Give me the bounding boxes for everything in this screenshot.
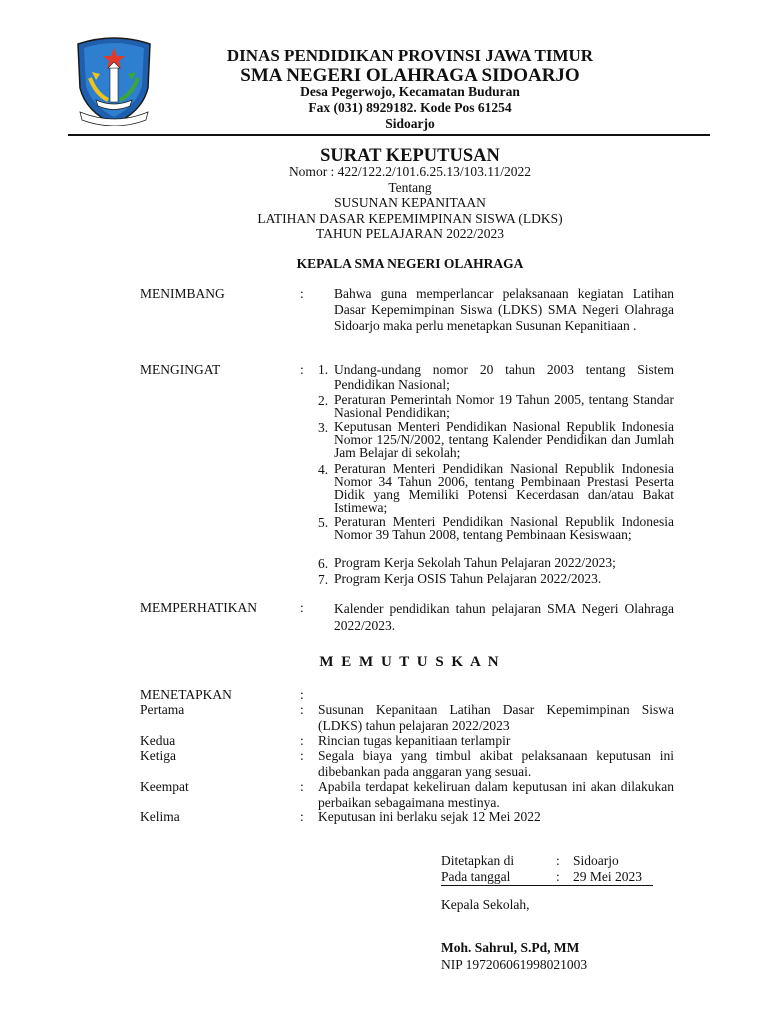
doc-subject-1: SUSUNAN KEPANITAAN bbox=[334, 195, 486, 210]
memperhatikan-text: Kalender pendidikan tahun pelajaran SMA Negeri Olahraga 2022/2023. bbox=[334, 601, 674, 633]
tanggal-underline bbox=[441, 885, 653, 886]
doc-title: SURAT KEPUTUSAN bbox=[320, 146, 500, 166]
doc-issuer: KEPALA SMA NEGERI OLAHRAGA bbox=[296, 256, 524, 271]
keempat-colon: : bbox=[300, 779, 304, 794]
memperhatikan-colon: : bbox=[300, 600, 304, 615]
ketiga-label: Ketiga bbox=[140, 748, 176, 763]
keempat-label: Keempat bbox=[140, 779, 189, 794]
ketiga-colon: : bbox=[300, 748, 304, 763]
mengingat-item-4: Peraturan Menteri Pendidikan Nasional Republik Indonesia Nomor 34 Tahun 2006, tentang Pembinaan Prestasi Peserta Didik yang Memiliki Potensi Kecerdasan dan/atau Bakat Istimewa; bbox=[334, 461, 674, 515]
kedua-label: Kedua bbox=[140, 733, 176, 748]
doc-number: Nomor : 422/122.2/101.6.25.13/103.11/2022 bbox=[288, 164, 532, 179]
signer-name: Moh. Sahrul, S.Pd, MM bbox=[441, 940, 580, 955]
tanggal-value: 29 Mei 2023 bbox=[573, 869, 642, 884]
memperhatikan-label: MEMPERHATIKAN bbox=[140, 600, 258, 615]
mengingat-num-2: 2. bbox=[318, 393, 329, 408]
header-divider bbox=[68, 134, 710, 136]
ditetapkan-colon: : bbox=[556, 853, 560, 868]
kedua-colon: : bbox=[300, 733, 304, 748]
mengingat-colon: : bbox=[300, 362, 304, 377]
mengingat-num-4: 4. bbox=[318, 462, 329, 477]
doc-subject-2: LATIHAN DASAR KEPEMIMPINAN SISWA (LDKS) bbox=[257, 211, 563, 226]
menetapkan-label: MENETAPKAN bbox=[140, 687, 232, 702]
menetapkan-colon: : bbox=[300, 687, 304, 702]
doc-subject-3: TAHUN PELAJARAN 2022/2023 bbox=[316, 226, 504, 241]
mengingat-item-2: Peraturan Pemerintah Nomor 19 Tahun 2005, tentang Standar Nasional Pendidikan; bbox=[334, 392, 674, 420]
signer-nip: NIP 197206061998021003 bbox=[441, 957, 588, 972]
keempat-text: Apabila terdapat kekeliruan dalam keputusan ini akan dilakukan perbaikan sebagaimana mestinya. bbox=[318, 779, 674, 810]
menimbang-label: MENIMBANG bbox=[140, 286, 225, 301]
mengingat-item-7: Program Kerja OSIS Tahun Pelajaran 2022/2023. bbox=[334, 571, 602, 586]
ditetapkan-value: Sidoarjo bbox=[573, 853, 619, 868]
logo-emblem bbox=[72, 34, 156, 126]
mengingat-label: MENGINGAT bbox=[140, 362, 221, 377]
ditetapkan-label: Ditetapkan di bbox=[441, 853, 515, 868]
tanggal-label: Pada tanggal bbox=[441, 869, 511, 884]
memutuskan-heading: M E M U T U S K A N bbox=[319, 654, 501, 670]
kedua-text: Rincian tugas kepanitiaan terlampir bbox=[318, 733, 511, 748]
menimbang-text: Bahwa guna memperlancar pelaksanaan kegiatan Latihan Dasar Kepemimpinan Siswa (LDKS) SMA Negeri Olahraga Sidoarjo maka perlu menetapkan Susunan Kepanitiaan . bbox=[334, 286, 674, 333]
header-address: Desa Pegerwojo, Kecamatan Buduran bbox=[300, 84, 520, 99]
menimbang-colon: : bbox=[300, 286, 304, 301]
ketiga-text: Segala biaya yang timbul akibat pelaksanaan keputusan ini dibebankan pada anggaran yang sesuai. bbox=[318, 748, 674, 779]
mengingat-num-1: 1. bbox=[318, 362, 329, 377]
mengingat-item-3: Keputusan Menteri Pendidikan Nasional Republik Indonesia Nomor 125/N/2002, tentang Kalender Pendidikan dan Jumlah Jam Belajar di sekolah; bbox=[334, 419, 674, 460]
kelima-colon: : bbox=[300, 809, 304, 824]
pertama-text: Susunan Kepanitaan Latihan Dasar Kepemimpinan Siswa (LDKS) tahun pelajaran 2022/2023 bbox=[318, 702, 674, 733]
pertama-label: Pertama bbox=[140, 702, 185, 717]
kelima-label: Kelima bbox=[140, 809, 180, 824]
signer-title: Kepala Sekolah, bbox=[441, 897, 530, 912]
mengingat-num-7: 7. bbox=[318, 572, 329, 587]
kelima-text: Keputusan ini berlaku sejak 12 Mei 2022 bbox=[318, 809, 541, 824]
mengingat-item-6: Program Kerja Sekolah Tahun Pelajaran 2022/2023; bbox=[334, 555, 616, 570]
mengingat-num-6: 6. bbox=[318, 556, 329, 571]
header-fax: Fax (031) 8929182. Kode Pos 61254 bbox=[308, 100, 512, 115]
mengingat-item-5: Peraturan Menteri Pendidikan Nasional Republik Indonesia Nomor 39 Tahun 2008, tentang Pembinaan Kesiswaan; bbox=[334, 514, 674, 542]
tanggal-colon: : bbox=[556, 869, 560, 884]
mengingat-item-1: Undang-undang nomor 20 tahun 2003 tentang Sistem Pendidikan Nasional; bbox=[334, 362, 674, 392]
header-agency: DINAS PENDIDIKAN PROVINSI JAWA TIMUR bbox=[226, 46, 594, 65]
doc-tentang: Tentang bbox=[388, 180, 432, 195]
header-city: Sidoarjo bbox=[385, 116, 435, 131]
header-school-name: SMA NEGERI OLAHRAGA SIDOARJO bbox=[240, 65, 580, 86]
mengingat-num-3: 3. bbox=[318, 420, 329, 435]
mengingat-num-5: 5. bbox=[318, 515, 329, 530]
pertama-colon: : bbox=[300, 702, 304, 717]
